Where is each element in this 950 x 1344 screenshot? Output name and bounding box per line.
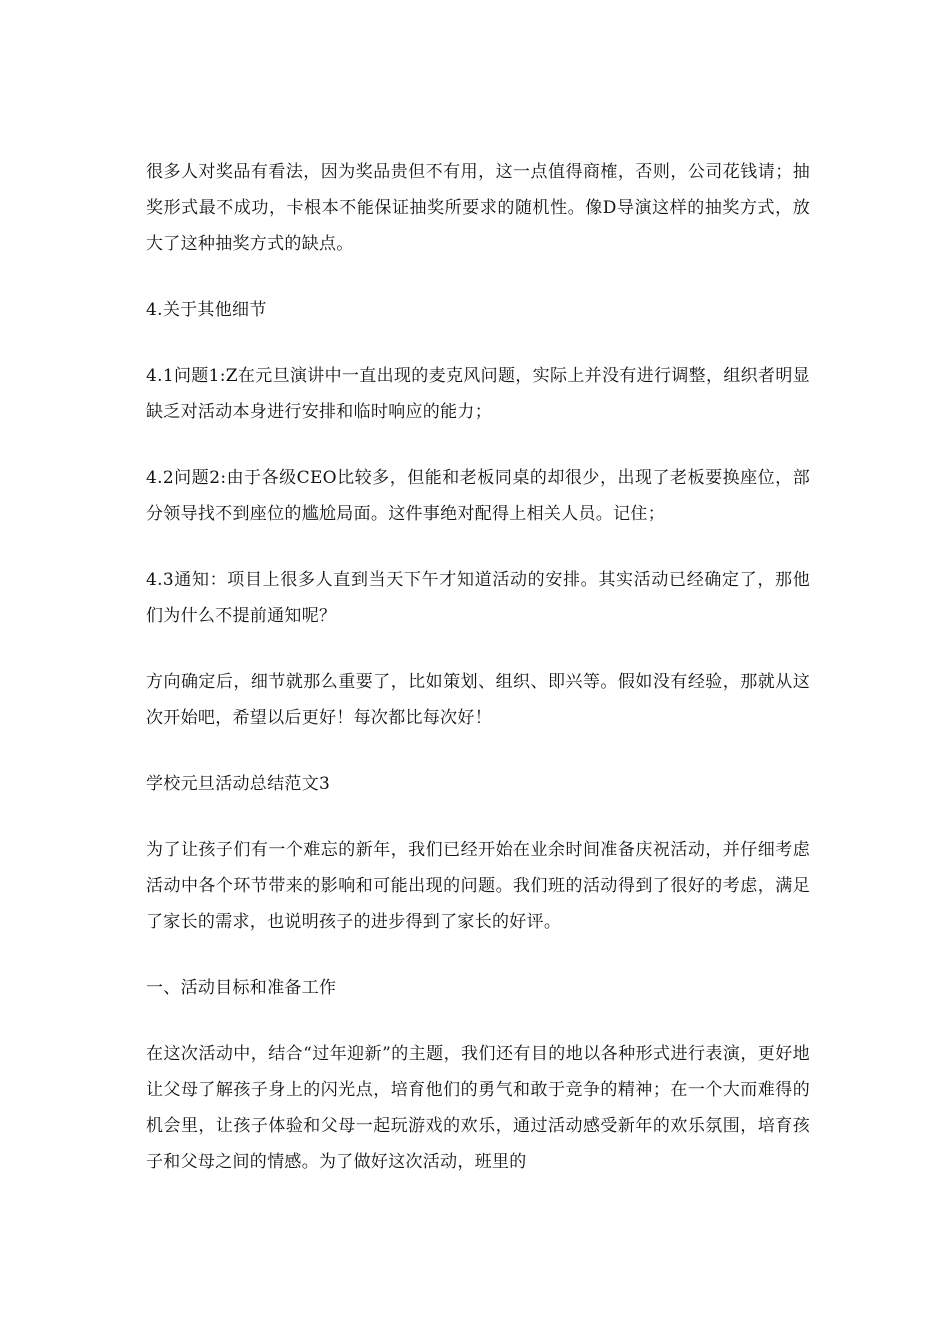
section-heading-other-details: 4.关于其他细节 bbox=[146, 300, 267, 320]
section-heading-goals: 一、活动目标和准备工作 bbox=[146, 978, 337, 998]
paragraph-conclusion: 方向确定后，细节就那么重要了，比如策划、组织、即兴等。假如没有经验，那就从这次开始吧，希望以后更好！每次都比每次好！ bbox=[146, 672, 810, 728]
document-body bbox=[146, 154, 810, 1210]
paragraph-intro: 为了让孩子们有一个难忘的新年，我们已经开始在业余时间准备庆祝活动，并仔细考虑活动中各个环节带来的影响和可能出现的问题。我们班的活动得到了很好的考虑，满足了家长的需求，也说明孩子的进步得到了家长的好评。 bbox=[146, 840, 810, 932]
paragraph-issue-4-2: 4.2问题2:由于各级CEO比较多，但能和老板同桌的却很少，出现了老板要换座位，部分领导找不到座位的尴尬局面。这件事绝对配得上相关人员。记住； bbox=[146, 468, 810, 524]
paragraph-prize-opinion: 很多人对奖品有看法，因为奖品贵但不有用，这一点值得商榷，否则，公司花钱请；抽奖形式最不成功，卡根本不能保证抽奖所要求的随机性。像D导演这样的抽奖方式，放大了这种抽奖方式的缺点。 bbox=[146, 162, 810, 254]
article-title-summary-3: 学校元旦活动总结范文3 bbox=[146, 774, 331, 794]
paragraph-issue-4-1: 4.1问题1:Z在元旦演讲中一直出现的麦克风问题，实际上并没有进行调整，组织者明显缺乏对活动本身进行安排和临时响应的能力； bbox=[146, 366, 810, 422]
paragraph-goals: 在这次活动中，结合“过年迎新”的主题，我们还有目的地以各种形式进行表演，更好地让父母了解孩子身上的闪光点，培育他们的勇气和敢于竞争的精神；在一个大而难得的机会里，让孩子体验和父母一起玩游戏的欢乐，通过活动感受新年的欢乐氛围，培育孩子和父母之间的情感。为了做好这次活动，班里的 bbox=[146, 1044, 810, 1172]
paragraph-notice-4-3: 4.3通知：项目上很多人直到当天下午才知道活动的安排。其实活动已经确定了，那他们为什么不提前通知呢？ bbox=[146, 570, 810, 626]
